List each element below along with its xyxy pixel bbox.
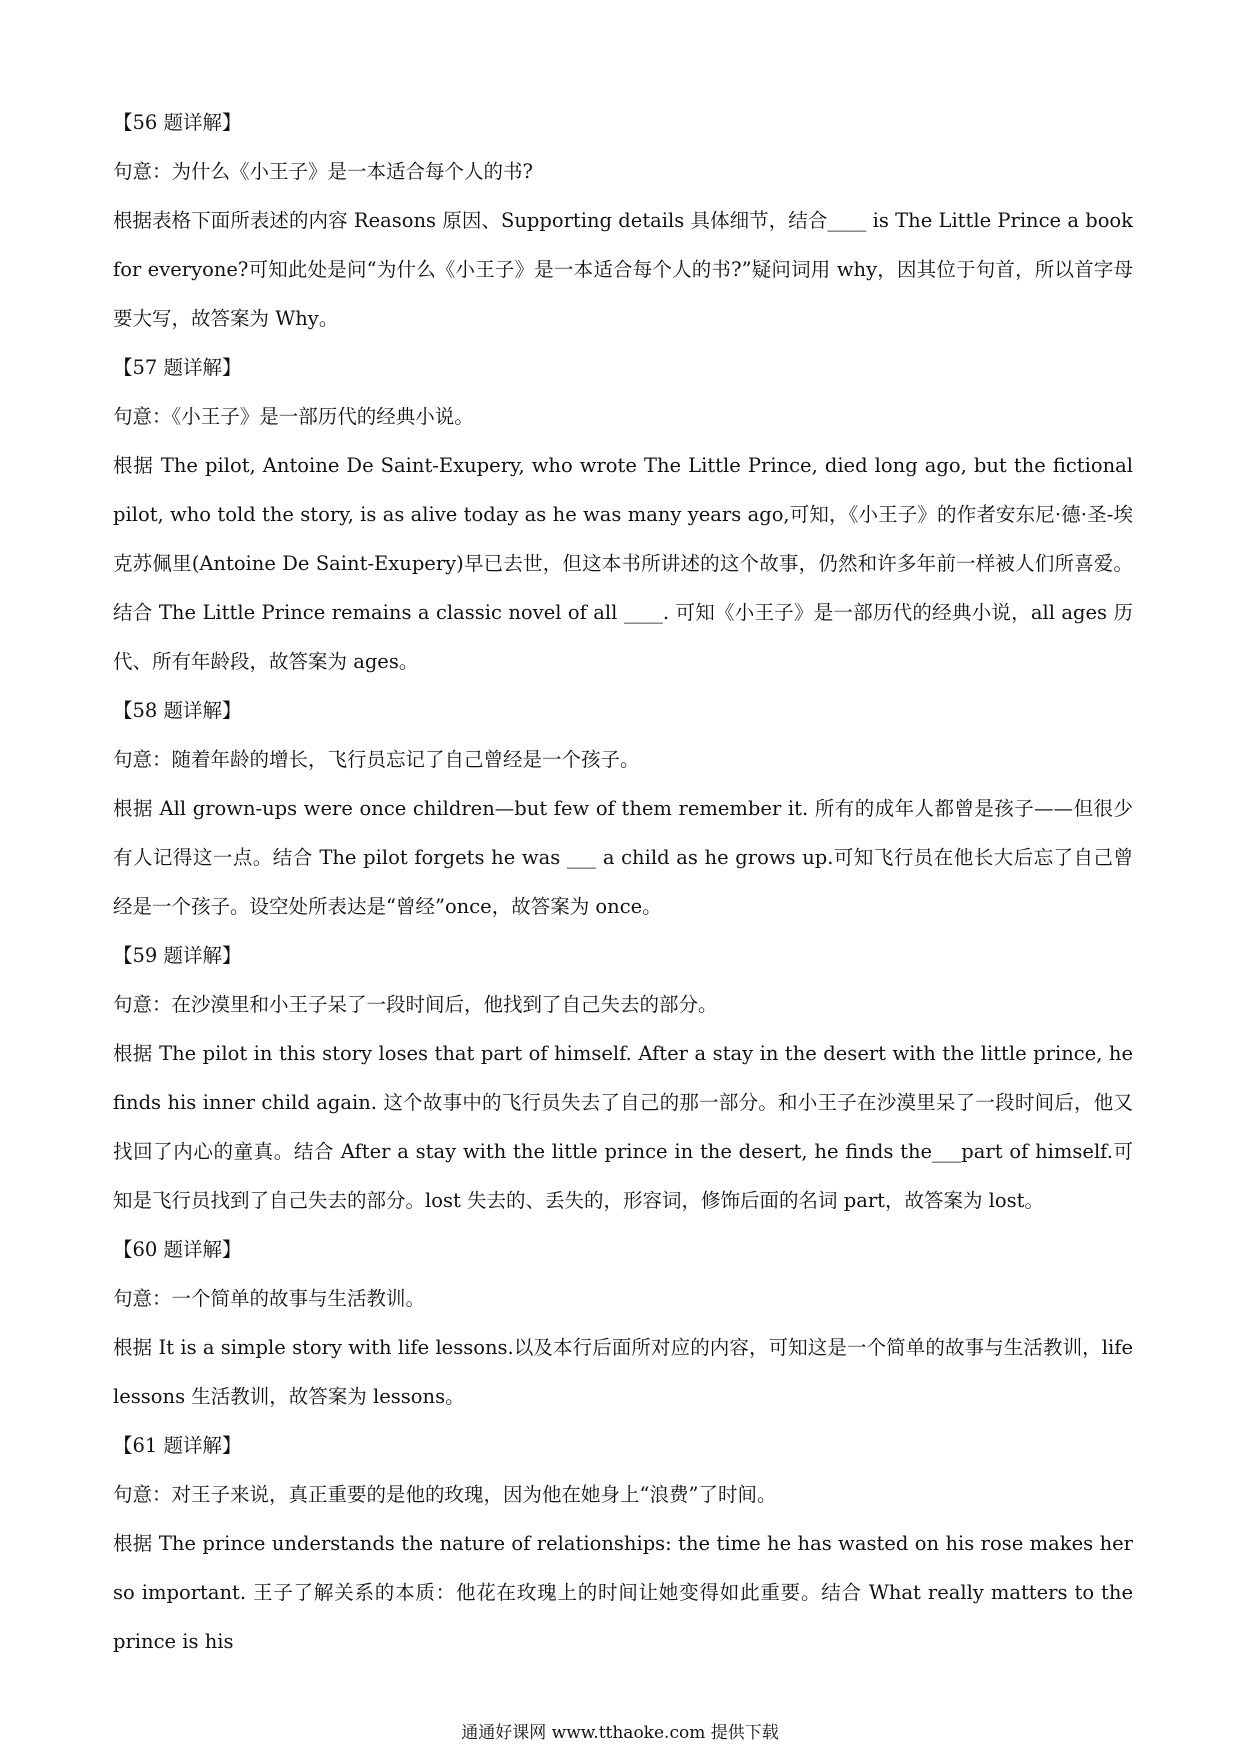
explanation-57: 根据 The pilot, Antoine De Saint-Exupery, who wrote The Little Prince, died long ago, but the fictional pilot, who told the story, is as alive today as he was many years ago,可知，《小王子》的作者安东尼·德·圣-埃克苏佩里(Antoine De Saint-Exupery)早已去世，但这本书所讲述的这个故事，仍然和许多年前一样被人们所喜爱。结合 The Little Prince remains a classic novel of all ____. 可知《小王子》是一部历代的经典小说，all ages 历代、所有年龄段，故答案为 ages。 [113,454,1133,673]
section-heading-61: 【61 题详解】 [113,1434,242,1457]
sentence-meaning-59: 句意：在沙漠里和小王子呆了一段时间后，他找到了自己失去的部分。 [113,993,718,1016]
explanation-59: 根据 The pilot in this story loses that part of himself. After a stay in the desert with the little prince, he finds his inner child again. 这个故事中的飞行员失去了自己的那一部分。和小王子在沙漠里呆了一段时间后，他又找回了内心的童真。结合 After a stay with the little prince in the desert, he finds the___part of himself.可知是飞行员找到了自己失去的部分。lost 失去的、丢失的，形容词，修饰后面的名词 part，故答案为 lost。 [113,1042,1133,1212]
explanation-58: 根据 All grown-ups were once children—but few of them remember it. 所有的成年人都曾是孩子——但很少有人记得这一点。结合 The pilot forgets he was ___ a child as he grows up.可知飞行员在他长大后忘了自己曾经是一个孩子。设空处所表达是“曾经”once，故答案为 once。 [113,797,1133,918]
section-heading-60: 【60 题详解】 [113,1238,242,1261]
page-footer: 通通好课网 www.tthaoke.com 提供下载 [461,1723,779,1743]
section-heading-57: 【57 题详解】 [113,356,242,379]
section-heading-58: 【58 题详解】 [113,699,242,722]
explanation-56: 根据表格下面所表述的内容 Reasons 原因、Supporting details 具体细节，结合____ is The Little Prince a book for everyone?可知此处是问“为什么《小王子》是一本适合每个人的书?”疑问词用 why，因其位于句首，所以首字母要大写，故答案为 Why。 [113,209,1133,330]
sentence-meaning-57: 句意：《小王子》是一部历代的经典小说。 [113,405,474,428]
explanation-60: 根据 It is a simple story with life lessons.以及本行后面所对应的内容，可知这是一个简单的故事与生活教训，life lessons 生活教训，故答案为 lessons。 [113,1336,1133,1408]
sentence-meaning-60: 句意：一个简单的故事与生活教训。 [113,1287,426,1310]
section-heading-56: 【56 题详解】 [113,111,242,134]
sentence-meaning-58: 句意：随着年龄的增长，飞行员忘记了自己曾经是一个孩子。 [113,748,640,771]
sentence-meaning-56: 句意：为什么《小王子》是一本适合每个人的书? [113,160,533,183]
sentence-meaning-61: 句意：对王子来说，真正重要的是他的玫瑰，因为他在她身上“浪费”了时间。 [113,1483,777,1506]
explanation-61: 根据 The prince understands the nature of relationships: the time he has wasted on his rose makes her so important. 王子了解关系的本质：他花在玫瑰上的时间让她变得如此重要。结合 What really matters to the prince is his [113,1532,1133,1653]
document-content [113,98,1133,1666]
section-heading-59: 【59 题详解】 [113,944,242,967]
